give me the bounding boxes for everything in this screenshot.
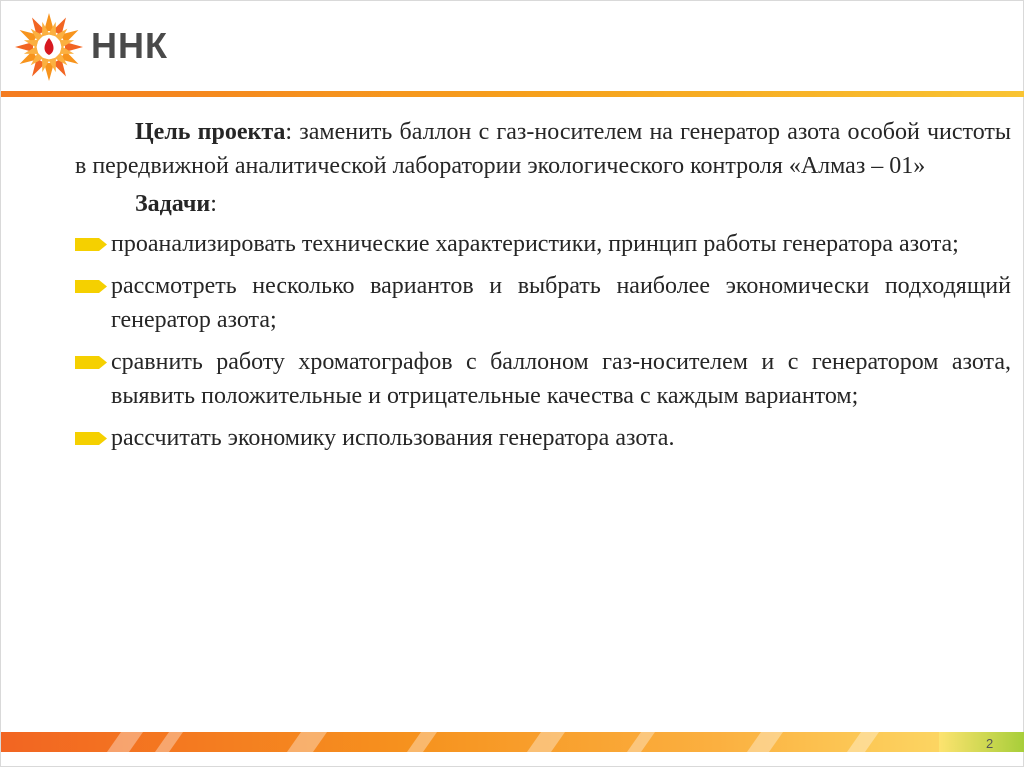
slide-header [1, 1, 1024, 93]
task-item [75, 421, 1011, 455]
page-number: 2 [986, 736, 994, 751]
task-item [75, 269, 1011, 337]
goal-text: : заменить баллон с газ-носителем на генератор азота особой чистоты в передвижной аналитической лаборатории экологического контроля «Алмаз – 01» [75, 119, 1011, 179]
header-divider [1, 91, 1024, 97]
task-item [75, 227, 1011, 261]
task-text: рассмотреть несколько вариантов и выбрать наиболее экономически подходящий генератор азота; [111, 273, 1011, 333]
arrow-bullet-icon [75, 356, 107, 369]
footer-accent [939, 732, 1024, 752]
brand-name: ННК [91, 25, 168, 66]
goal-label: Цель проекта [135, 119, 286, 145]
task-text: рассчитать экономику использования генератора азота. [111, 425, 675, 451]
task-item [75, 345, 1011, 413]
sun-logo-icon [13, 9, 85, 81]
tasks-heading [75, 187, 1011, 221]
project-goal [75, 115, 1011, 183]
slide-body [75, 115, 1011, 463]
arrow-bullet-icon [75, 432, 107, 445]
task-text: проанализировать технические характеристики, принцип работы генератора азота; [111, 231, 959, 257]
arrow-bullet-icon [75, 280, 107, 293]
tasks-label: Задачи [135, 191, 211, 217]
footer-bar [1, 732, 1024, 752]
tasks-suffix: : [210, 191, 217, 217]
task-text: сравнить работу хроматографов с баллоном газ-носителем и с генератором азота, выявить положительные и отрицательные качества с каждым вариантом; [111, 349, 1011, 409]
arrow-bullet-icon [75, 238, 107, 251]
